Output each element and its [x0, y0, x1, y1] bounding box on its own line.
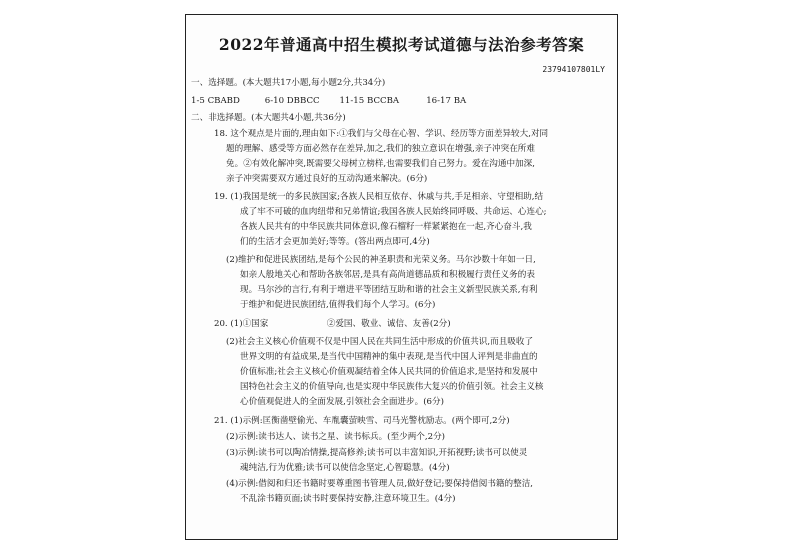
q21-line: (3)示例:读书可以陶冶情操,提高修养;读书可以丰富知识,开拓视野;读书可以使灵 [226, 448, 528, 458]
q21-line: (4)示例:借阅和归还书籍时要尊重图书管理人员,做好登记;要保持借阅书籍的整洁, [226, 479, 534, 489]
q20-1-label: 20. (1)①国家 [214, 319, 269, 329]
q21-line: 不乱涂书籍页面;读书时要保持安静,注意环境卫生。(4分) [240, 494, 456, 504]
q18-line: 题的理解、感受等方面必然存在差异,加之,我们的独立意识在增强,亲子冲突在所难 [226, 144, 535, 154]
q19-1-line: 各族人民共有的中华民族共同体意识,像石榴籽一样紧紧抱在一起,齐心奋斗,我 [240, 222, 532, 232]
q21-line: (2)示例:读书达人、读书之星、读书标兵。(至少两个,2分) [226, 432, 446, 442]
q20-2-line: 世界文明的有益成果,是当代中国精神的集中表现,是当代中国人评判是非曲直的 [240, 352, 538, 362]
q20-2-line: 心价值观促进人的全面发展,引领社会全面进步。(6分) [240, 397, 444, 407]
page-title: 2022年普通高中招生模拟考试道德与法治参考答案 [218, 35, 585, 54]
document-code: 23794107801LY [542, 65, 605, 74]
section-2-heading: 二、非选择题。(本大题共4小题,共36分) [191, 113, 346, 123]
q20-1-answer: ②爱国、敬业、诚信、友善(2分) [326, 319, 451, 329]
q20-2-line: (2)社会主义核心价值观不仅是中国人民在共同生活中形成的价值共识,而且吸收了 [226, 337, 534, 347]
q21-line: 21. (1)示例:匡衡凿壁偷光、车胤囊萤映雪、司马光警枕励志。(两个即可,2分) [214, 416, 510, 426]
q19-1-line: 19. (1)我国是统一的多民族国家;各族人民相互依存、休戚与共,手足相亲、守望相助,结 [214, 192, 544, 202]
q18-line: 亲子冲突需要双方通过良好的互动沟通来解决。(6分) [226, 174, 428, 184]
q18-line: 18. 这个观点是片面的,理由如下:①我们与父母在心智、学识、经历等方面差异较大,对同 [214, 129, 549, 139]
answer-group: 6-10 DBBCC [264, 96, 320, 106]
q19-1-line: 成了牢不可破的血肉纽带和兄弟情谊;我国各族人民始终同呼吸、共命运、心连心; [240, 207, 547, 217]
q19-2-line: 如亲人般地关心和帮助各族邻居,是具有高尚道德品质和积极履行责任义务的表 [240, 270, 535, 280]
q19-1-line: 们的生活才会更加美好;等等。(答出两点即可,4分) [240, 237, 430, 247]
answer-sheet [185, 14, 618, 540]
q20-2-line: 价值标准;社会主义核心价值观凝结着全体人民共同的价值追求,是坚持和发展中 [240, 367, 538, 377]
answer-group: 1-5 CBABD [191, 96, 240, 106]
q21-line: 魂纯洁,行为优雅;读书可以使信念坚定,心智聪慧。(4分) [240, 463, 450, 473]
q20-1-line [214, 319, 451, 330]
q19-2-line: (2)维护和促进民族团结,是每个公民的神圣职责和光荣义务。马尔沙数十年如一日, [226, 255, 536, 265]
section-1-answers [191, 96, 466, 107]
q19-2-line: 现。马尔沙的言行,有利于增进平等团结互助和谐的社会主义新型民族关系,有利 [240, 285, 538, 295]
q19-2-line: 于维护和促进民族团结,值得我们每个人学习。(6分) [240, 300, 436, 310]
answer-group: 11-15 BCCBA [339, 96, 400, 106]
q20-2-line: 国特色社会主义的价值导向,也是实现中华民族伟大复兴的价值引领。社会主义核 [240, 382, 544, 392]
q18-line: 免。②有效化解冲突,既需要父母树立榜样,也需要我们自己努力。爱在沟通中加深, [226, 159, 535, 169]
answer-group: 16-17 BA [426, 96, 467, 106]
section-1-heading: 一、选择题。(本大题共17小题,每小题2分,共34分) [191, 78, 386, 88]
